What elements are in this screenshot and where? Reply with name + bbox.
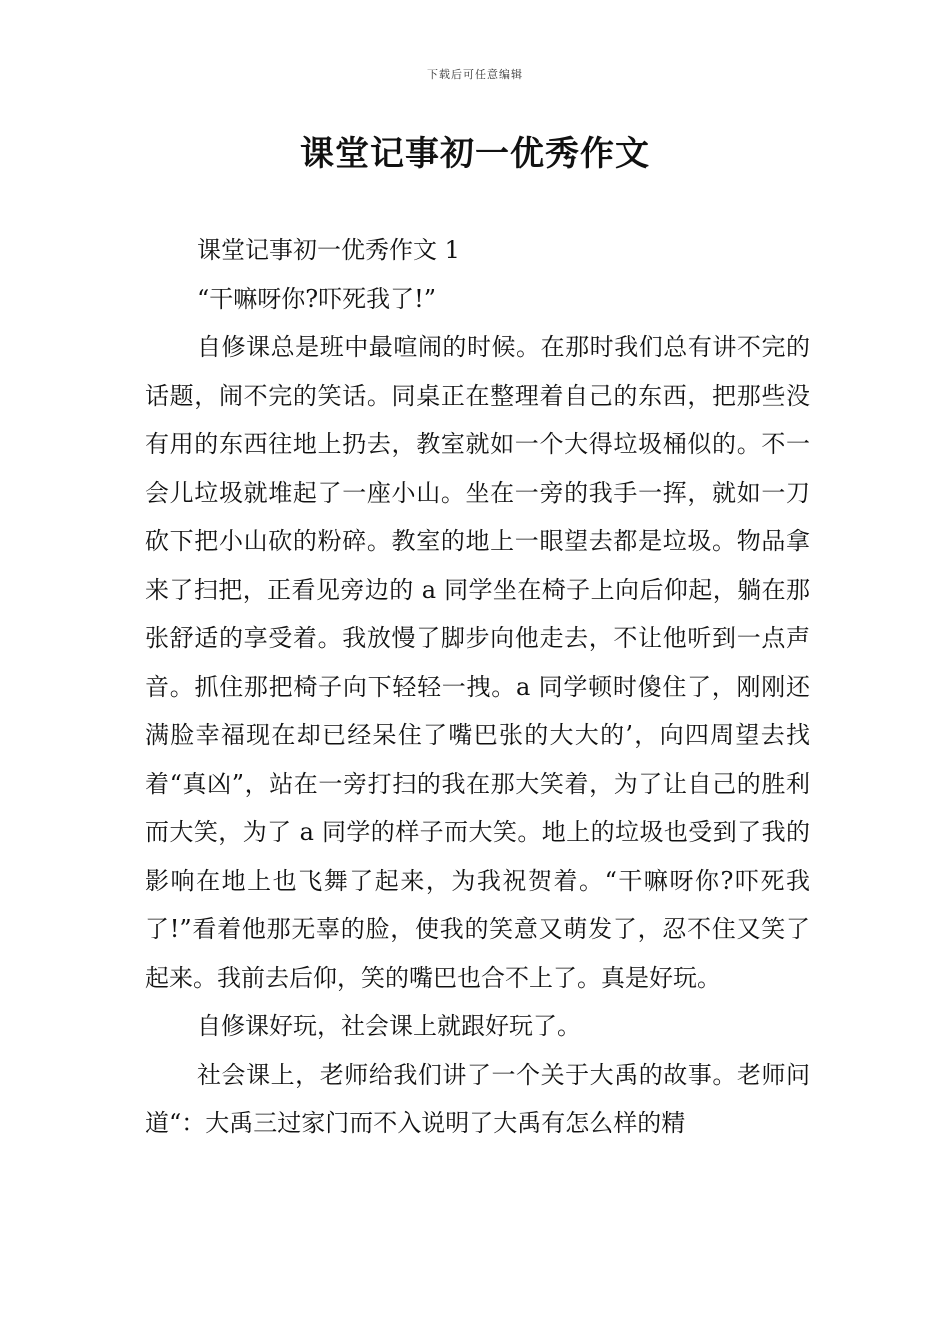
document-body bbox=[145, 226, 810, 1148]
header-note: 下载后可任意编辑 bbox=[427, 68, 523, 81]
paragraph: 自修课总是班中最喧闹的时候。在那时我们总有讲不完的话题，闹不完的笑话。同桌正在整理着自己的东西，把那些没有用的东西往地上扔去，教室就如一个大得垃圾桶似的。不一会儿垃圾就堆起了一座小山。坐在一旁的我手一挥，就如一刀砍下把小山砍的粉碎。教室的地上一眼望去都是垃圾。物品拿来了扫把，正看见旁边的 a 同学坐在椅子上向后仰起，躺在那张舒适的享受着。我放慢了脚步向他走去，不让他听到一点声音。抓住那把椅子向下轻轻一拽。a 同学顿时傻住了，刚刚还满脸幸福现在却已经呆住了嘴巴张的大大的’，向四周望去找着“真凶”，站在一旁打扫的我在那大笑着，为了让自己的胜利而大笑，为了 a 同学的样子而大笑。地上的垃圾也受到了我的影响在地上也飞舞了起来，为我祝贺着。“干嘛呀你?吓死我了!”看着他那无辜的脸，使我的笑意又萌发了，忍不住又笑了起来。我前去后仰，笑的嘴巴也合不上了。真是好玩。 bbox=[145, 333, 810, 992]
paragraph: 自修课好玩，社会课上就跟好玩了。 bbox=[197, 1012, 581, 1040]
paragraph: 社会课上，老师给我们讲了一个关于大禹的故事。老师问道“：大禹三过家门而不入说明了大禹有怎么样的精 bbox=[145, 1060, 810, 1137]
section-heading: 课堂记事初一优秀作文 1 bbox=[197, 236, 460, 264]
document-title: 课堂记事初一优秀作文 bbox=[300, 134, 650, 174]
paragraph: “干嘛呀你?吓死我了!” bbox=[197, 284, 437, 313]
